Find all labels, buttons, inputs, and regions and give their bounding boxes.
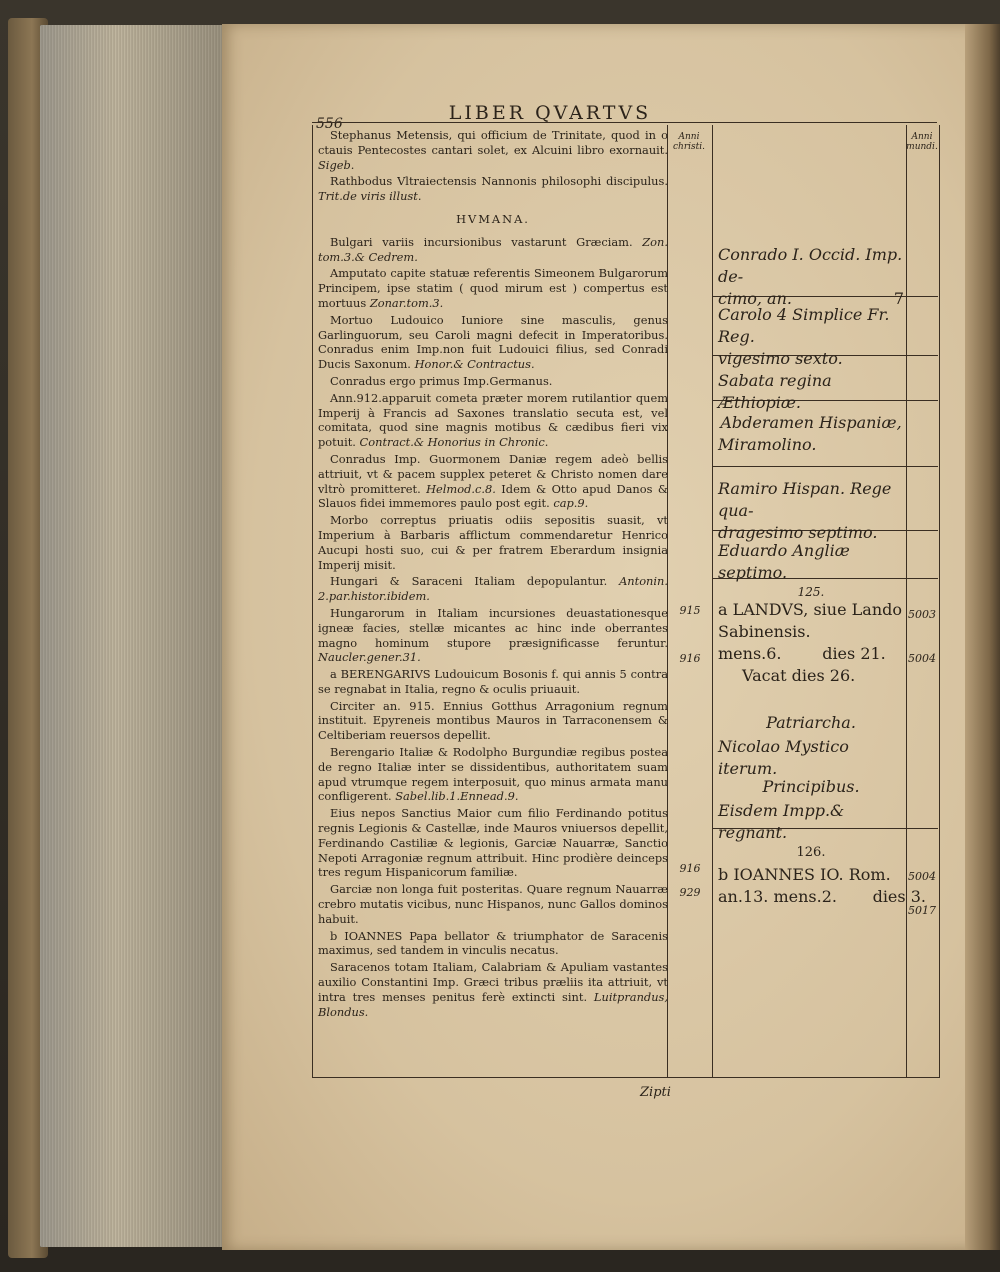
col-head-anni-mundi: Anni mundi. [906, 132, 938, 152]
ramiro-line: Ramiro Hispan. Rege qua- [718, 479, 892, 520]
year-christi: 916 [679, 862, 701, 875]
paragraph [318, 128, 668, 172]
paragraph [318, 606, 668, 665]
paragraph-text: Garciæ non longa fuit posteritas. Quare regnum Nauarræ crebro mutatis vicibus, nunc Hispanos, nunc Gallos dominos habuit. [318, 882, 668, 926]
col-head-anni-christi: Anni christi. [673, 132, 705, 152]
patriarcha-heading: Patriarcha. [766, 713, 856, 732]
paragraph-text: Idem & Otto apud Danos & Slauos fidei immemores paulo post egit. [318, 481, 668, 511]
paragraph [318, 882, 668, 926]
paragraph [318, 266, 668, 310]
year-mundi: 5004 [908, 870, 936, 883]
paragraph [318, 174, 668, 204]
paragraph [318, 806, 668, 880]
paragraph-text: Hungarorum in Italiam incursiones deuastationesque igneæ facies, stellæ micantes ac hinc inde oberrantes magno hominum stupore præsignificasse feruntur. [318, 605, 668, 650]
paragraph [318, 960, 668, 1019]
citation: Luitprandus, Blondus. [318, 989, 668, 1019]
paragraph-text: Conradus ergo primus Imp.Germanus. [330, 373, 553, 388]
anni-christi-frame [666, 125, 712, 1078]
section-heading: HVMANA. [456, 211, 530, 226]
citation: Contract.& Honorius in Chronic. [359, 435, 549, 450]
paragraph-text: Mortuo Ludouico Iuniore sine masculis, genus Garlinguorum, seu Caroli magni defecit in Imperatoribus. Conradus enim Imp.non fuit Ludouici filius, sed Conradi Ducis Saxonum. [318, 312, 668, 372]
paragraph [318, 745, 668, 804]
year-christi: 915 [679, 604, 701, 617]
page-edges [40, 25, 230, 1247]
paragraph [318, 667, 668, 697]
paragraph-text: Eius nepos Sanctius Maior cum filio Ferdinando potitus regnis Legionis & Castellæ, inde Mauros vniuersos depellit, Ferdinando Castiliæ & legionis, Garciæ Nauarræ, Sanctio Nepoti Arragoniæ regnum attribuit. Hinc prodière deinceps tres regum Hispanicorum familiæ. [318, 806, 668, 880]
eisdem-entry: Eisdem Impp.& regnant. [718, 801, 845, 842]
sabata-entry: Sabata regina Æthiopiæ. [718, 371, 832, 412]
paragraph-text: Morbo correptus priuatis odiis sepositis suasit, vt Imperium à Barbaris afflictum commendaretur Henrico Aucupi hosti suo, cui & per fratrem Eberardum insignia Imperij misit. [318, 513, 668, 572]
citation: Honor.& Contractus. [414, 357, 535, 372]
page-number: 556 [316, 116, 343, 132]
paragraph [318, 929, 668, 959]
eduardo-entry: Eduardo Angliæ septimo. [718, 541, 850, 582]
paragraph-text: Hungari & Saraceni Italiam depopulantur. [330, 574, 620, 589]
paragraph-text: Amputato capite statuæ referentis Simeonem Bulgarorum Principem, ipse statim ( quod mirum est ) compertus est mortuus [318, 266, 668, 310]
year-mundi: 5017 [908, 904, 936, 917]
paragraph-text: b IOANNES Papa bellator & triumphator de Saracenis maximus, sed tandem in vinculis necatus. [318, 928, 668, 958]
pope-line: mens.6. dies 21. [718, 644, 886, 663]
citation: cap.9. [553, 496, 589, 511]
pope-line: an.13. mens.2. dies 3. [718, 887, 926, 906]
right-page-gutter [965, 24, 1000, 1250]
nicolao-entry: Nicolao Mystico iterum. [718, 737, 849, 778]
paragraph [318, 391, 668, 450]
pope-number: 125. [797, 585, 825, 599]
abderamen-line: Abderamen Hispaniæ, [720, 413, 902, 432]
citation: Naucler.gener.31. [318, 650, 421, 665]
paragraph [318, 313, 668, 372]
pope-125-entry [718, 585, 904, 687]
conrado-year: 7 [893, 289, 904, 308]
paragraph-text: Conradus Imp. Guormonem Daniæ regem adeò bellis attriuit, vt & pacem supplex peteret & Christo nomen dare vltrò promitteret. [318, 451, 668, 496]
header-rule [312, 122, 937, 123]
pope-line: b IOANNES IO. Rom. [718, 865, 891, 884]
paragraph-text: Berengario Italiæ & Rodolpho Burgundiæ regibus postea de regno Italiæ inter se dissidentibus, authoritatem suam apud vtrumque regem interposuit, quo minus armata manu confligerent. [318, 745, 668, 804]
paragraph [318, 235, 668, 265]
left-column-text [318, 128, 668, 1021]
paragraph-text: Ann.912.apparuit cometa præter morem rutilantior quem Imperij à Francis ad Saxones translatio secuta est, vel comitata, quod sine magnis motibus & cædibus fieri vix potuit. [318, 390, 668, 450]
abderamen-entry [718, 412, 904, 456]
anni-mundi-frame [906, 125, 940, 1078]
conrado-line: cimo, an. [718, 289, 792, 308]
citation: Sigeb. [318, 157, 355, 172]
paragraph [318, 374, 668, 389]
carolo-entry [718, 304, 904, 370]
citation: Zon. tom.3.& Cedrem. [318, 234, 668, 264]
citation: Antonin. 2.par.histor.ibidem. [318, 574, 668, 604]
catchword: Zipti [640, 1085, 671, 1100]
pope-line: Sabinensis. [718, 622, 811, 641]
ramiro-line: dragesimo septimo. [718, 523, 878, 542]
carolo-line: vigesimo sexto. [718, 349, 843, 368]
running-title: LIBER QVARTVS [448, 102, 652, 124]
paragraph-text: Circiter an. 915. Ennius Gotthus Arragonium regnum instituit. Epyreneis montibus Mauros in Tarraconensem & Celtiberiam reuersos depellit. [318, 698, 668, 743]
pope-number: 126. [796, 845, 826, 860]
citation: Zonar.tom.3. [369, 295, 444, 310]
pope-line: a LANDVS, siue Lando [718, 600, 902, 619]
year-mundi: 5004 [908, 652, 936, 665]
paragraph-text: Rathbodus Vltraiectensis Nannonis philosophi discipulus. [330, 174, 668, 189]
abderamen-line: Miramolino. [718, 435, 817, 454]
year-christi: 929 [679, 886, 701, 899]
ramiro-entry [718, 478, 904, 544]
citation: Sabel.lib.1.Ennead.9. [395, 789, 519, 804]
paragraph-text: a BERENGARIVS Ludouicum Bosonis f. qui annis 5 contra se regnabat in Italia, regno & oculis priuauit. [318, 667, 668, 696]
paragraph-text: Bulgari variis incursionibus vastarunt Græciam. [330, 234, 643, 249]
paragraph [318, 574, 668, 604]
paragraph [318, 452, 668, 511]
paragraph [318, 513, 668, 572]
paragraph-text: Stephanus Metensis, qui officium de Trinitate, quod in o ctauis Pentecostes cantari solet, ex Alcuini libro exornauit. [318, 128, 668, 157]
right-separator [712, 466, 938, 467]
conrado-entry [718, 244, 904, 310]
conrado-line: Conrado I. Occid. Imp. de- [718, 245, 903, 286]
carolo-line: Carolo 4 Simplice Fr. Reg. [718, 305, 890, 346]
year-christi: 916 [679, 652, 701, 665]
pope-line: Vacat dies 26. [742, 666, 856, 685]
citation: Helmod.c.8. [426, 481, 502, 496]
paragraph-text: Saracenos totam Italiam, Calabriam & Apuliam vastantes auxilio Constantini Imp. Græci tribus præliis ita attriuit, vt intra tres menses penitus ferè extincti sint. [318, 960, 668, 1004]
principibus-heading: Principibus. [762, 777, 860, 796]
year-mundi: 5003 [908, 608, 936, 621]
paragraph [318, 699, 668, 743]
citation: Trit.de viris illust. [318, 189, 422, 204]
